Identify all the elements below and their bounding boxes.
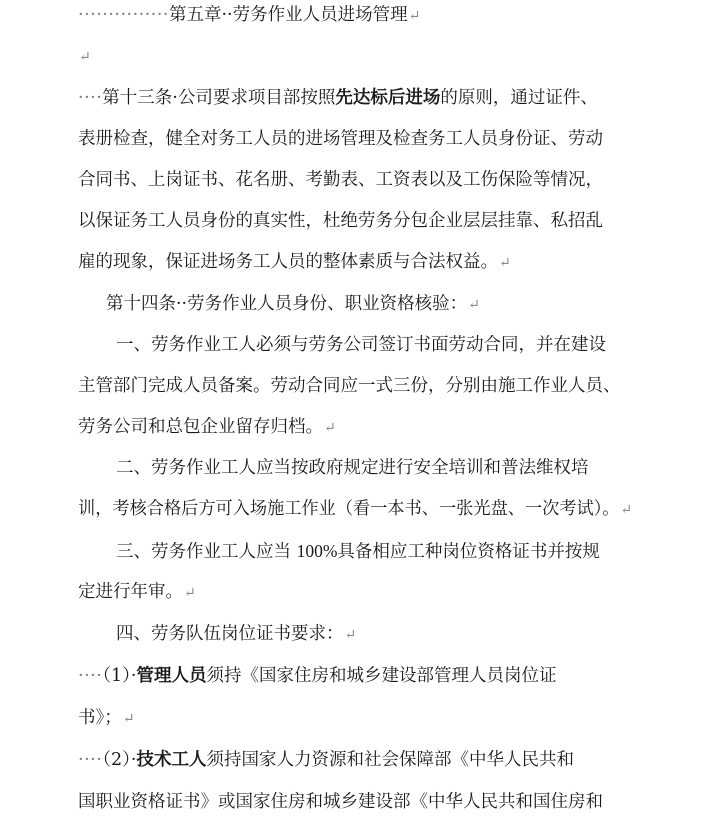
article-13-intro: 第十三条·公司要求项目部按照 <box>102 88 336 108</box>
article-13-line-4 <box>78 209 603 233</box>
article-13-l1-rest: 的原则，通过证件、 <box>440 88 598 108</box>
item-3-line-1 <box>116 539 600 563</box>
chapter-heading <box>78 3 420 27</box>
article-13-text: 表册检查，健全对务工人员的进场管理及检查务工人员身份证、劳动 <box>78 129 603 149</box>
sub-item-2-line-2 <box>78 790 603 814</box>
paragraph-mark-icon: ↵ <box>620 502 633 518</box>
article-13-line-2 <box>78 127 603 151</box>
article-13-text: 合同书、上岗证书、花名册、考勤表、工资表以及工伤保险等情况， <box>78 170 603 190</box>
item-2-text: 训，考核合格后方可入场施工作业（看一本书、一张光盘、一次考试）。 <box>78 499 620 519</box>
article-13-line-3 <box>78 168 603 192</box>
empty-paragraph <box>78 44 91 68</box>
paragraph-mark-icon: ↵ <box>408 8 421 24</box>
item-2-line-2 <box>78 497 632 521</box>
item-3-text: 定进行年审。 <box>78 582 183 602</box>
paragraph-mark-icon: ↵ <box>344 627 357 643</box>
article-14-title-text: 第十四条··劳务作业人员身份、职业资格核验： <box>106 294 468 314</box>
article-14-title <box>106 292 480 316</box>
item-3-text: 具备相应工种岗位资格证书并按规 <box>337 542 600 562</box>
article-13-emphasis: 先达标后进场 <box>335 88 441 108</box>
sub-item-1-emphasis: 管理人员 <box>136 666 207 686</box>
sub-item-2-text: 须持国家人力资源和社会保障部《中华人民共和 <box>206 750 574 770</box>
sub-item-2-line-1 <box>78 748 574 772</box>
item-1-text: 劳务公司和总包企业留存归档。 <box>78 417 323 437</box>
paragraph-mark-icon: ↵ <box>79 49 91 65</box>
paragraph-mark-icon: ↵ <box>324 420 336 436</box>
sub-item-1-number: （1）· <box>102 666 137 686</box>
item-1-line-2 <box>78 374 621 398</box>
item-3-line-2 <box>78 580 196 604</box>
paragraph-mark-icon: ↵ <box>499 255 511 271</box>
sub-item-2-number: （2）· <box>102 750 137 770</box>
sub-item-1-text: 须持《国家住房和城乡建设部管理人员岗位证 <box>206 666 557 686</box>
leader-dots: ···· <box>78 88 103 108</box>
sub-item-2-emphasis: 技术工人 <box>136 750 207 770</box>
paragraph-mark-icon: ↵ <box>184 585 196 601</box>
article-13-line-1 <box>78 86 598 110</box>
sub-item-1-line-1 <box>78 664 556 688</box>
sub-item-1-text: 书》； <box>78 708 122 728</box>
item-2-line-1 <box>116 456 589 480</box>
leader-dots: ···· <box>78 666 103 686</box>
article-13-line-5 <box>78 250 511 274</box>
paragraph-mark-icon: ↵ <box>122 711 135 727</box>
item-4-text: 四、劳务队伍岗位证书要求： <box>116 624 344 644</box>
leader-dots: ···· <box>78 750 103 770</box>
sub-item-1-line-2 <box>78 706 134 730</box>
item-3-text: 三、劳务作业工人应当 <box>116 542 291 562</box>
item-4-heading <box>116 622 356 646</box>
item-1-line-3 <box>78 415 336 439</box>
item-1-text: 一、劳务作业工人必须与劳务公司签订书面劳动合同，并在建设 <box>116 335 606 355</box>
sub-item-2-text: 国职业资格证书》或国家住房和城乡建设部《中华人民共和国住房和 <box>78 792 603 812</box>
chapter-title: 第五章··劳务作业人员进场管理 <box>168 5 408 25</box>
item-1-text: 主管部门完成人员备案。劳动合同应一式三份，分别由施工作业人员、 <box>78 376 621 396</box>
article-13-text: 以保证务工人员身份的真实性，杜绝劳务分包企业层层挂靠、私招乱 <box>78 211 603 231</box>
leader-dots: ··············· <box>78 5 169 25</box>
item-2-text: 二、劳务作业工人应当按政府规定进行安全培训和普法维权培 <box>116 458 589 478</box>
item-3-percent: 100% <box>296 541 338 561</box>
article-13-text: 雇的现象，保证进场务工人员的整体素质与合法权益。 <box>78 252 498 272</box>
item-1-line-1 <box>116 333 606 357</box>
paragraph-mark-icon: ↵ <box>468 297 480 313</box>
